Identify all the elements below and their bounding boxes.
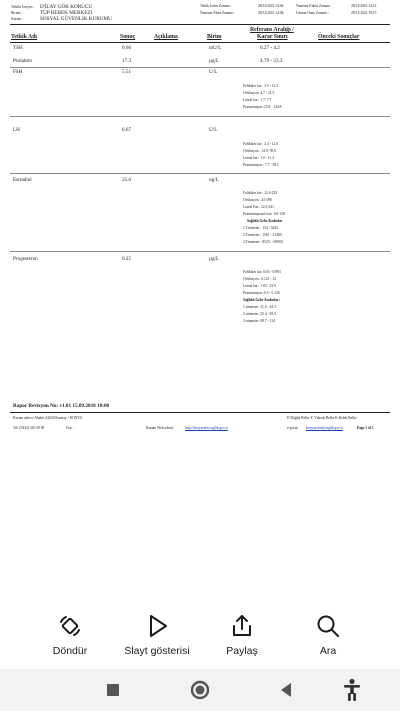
row-tsh-result: 0.66 bbox=[122, 45, 132, 51]
institution-fax: Fax: - bbox=[66, 426, 75, 430]
approval-time-value: 28/12/2022 19:15 bbox=[351, 11, 377, 15]
web-address-label: Kurum Web adresi: bbox=[146, 426, 174, 430]
institution-phone: Tel: (0332) 310 59 00 bbox=[13, 426, 45, 430]
row-estradiol-ref-3: Luteal Faz : 22.3-341 bbox=[243, 205, 274, 209]
slideshow-button[interactable] bbox=[112, 613, 202, 663]
row-lh-unit: U/L bbox=[209, 127, 218, 133]
row-lh-name: LH bbox=[13, 127, 20, 133]
back-button[interactable] bbox=[271, 675, 301, 705]
row-lh-ref-3: Luteal faz : 1.0 - 11.4 bbox=[243, 156, 274, 160]
web-address-link[interactable]: http://konyasehir.saglik.gov.tr bbox=[185, 426, 228, 430]
email-link[interactable]: konyasehir@saglik.gov.tr bbox=[306, 426, 343, 430]
row-lh-ref-4: Postmenapoz : 7.7 - 58.5 bbox=[243, 163, 279, 167]
row-estradiol-ref-6: 1.Trimester : 154 - 3243 bbox=[243, 226, 278, 230]
col-previous: Önceki Sonuçlar bbox=[318, 34, 360, 40]
row-fsh-ref-2: Ovülasyon :4.7 - 21.5 bbox=[243, 91, 275, 95]
rotate-icon bbox=[25, 613, 115, 639]
row-lh-result: 6.67 bbox=[122, 127, 132, 133]
row-progesterone-unit: µg/L bbox=[209, 256, 220, 262]
square-icon bbox=[98, 692, 128, 709]
row-progesterone-ref-8: 3.trimester :58.7 - 214 bbox=[243, 319, 276, 323]
header-divider bbox=[10, 24, 390, 25]
row-prolactin-name: Prolaktin bbox=[13, 58, 33, 64]
back-triangle-icon bbox=[271, 692, 301, 709]
col-result: Sonuç bbox=[120, 34, 136, 40]
row-fsh-result: 5.51 bbox=[122, 69, 132, 75]
accessibility-button[interactable] bbox=[337, 675, 367, 705]
unit-value: TÜP BEBEK MERKEZİ bbox=[40, 10, 93, 16]
requester-value: D'İLAY GÖK KORUCU bbox=[40, 4, 93, 10]
institution-label: Kurum : bbox=[11, 17, 24, 21]
row-progesterone-result: 0.25 bbox=[122, 256, 132, 262]
row-estradiol-unit: ng/L bbox=[209, 177, 219, 183]
request-time-value: 28/12/2022 14:04 bbox=[258, 4, 284, 8]
column-header-divider bbox=[10, 42, 390, 43]
row-lh-ref-1: Foliküler faz : 2.4 - 12.6 bbox=[243, 142, 279, 146]
share-button[interactable] bbox=[197, 613, 287, 663]
row-estradiol-ref-7: 2.Trimester : 1561 - 21280 bbox=[243, 233, 282, 237]
sample-time-value: 28/12/2022 14:04 bbox=[258, 11, 284, 15]
row-lh-ref-2: Ovülasyon : 14.0- 95.6 bbox=[243, 149, 277, 153]
rotate-button[interactable] bbox=[25, 613, 115, 663]
row-progesterone-ref-5: Sağlıklı Gebe Kadınlar : bbox=[243, 298, 281, 302]
row-progesterone-ref-6: 1.trimester :11.0 - 44.3 bbox=[243, 305, 276, 309]
row-prolactin-unit: µg/L bbox=[209, 58, 220, 64]
row-tsh-unit: mU/L bbox=[209, 45, 222, 51]
footer-signature-note: D Döğük Belke Y. Yüksek Belke K.Keleb Belke bbox=[287, 416, 357, 420]
viewer-action-bar bbox=[0, 603, 400, 669]
recent-apps-button[interactable] bbox=[98, 675, 128, 705]
row-progesterone-ref-3: Luteal faz : 1.83 - 23.9 bbox=[243, 284, 276, 288]
col-note: Açıklama bbox=[154, 34, 178, 40]
rotate-label: Döndür bbox=[52, 645, 88, 657]
row-estradiol-ref-2: Ovülasyon : 41-398 bbox=[243, 198, 272, 202]
request-time-label: Tetkik İstem Zamanı : bbox=[200, 4, 232, 8]
row-fsh-ref-3: Luteal faz : 1.7- 7.7 bbox=[243, 98, 272, 102]
row-fsh-ref-1: Foliküler faz : 3.5 - 12.5 bbox=[243, 84, 279, 88]
row-estradiol-ref-8: 3.Trimester : 8525- >30000 bbox=[243, 240, 283, 244]
row-prolactin-ref: 4.79 - 23.3 bbox=[260, 58, 283, 64]
col-test-name: Tetkik Adı bbox=[11, 34, 38, 40]
search-button[interactable] bbox=[283, 613, 373, 663]
row-estradiol-ref-5: Sağlıklı Gebe Kadınlar bbox=[247, 219, 283, 223]
col-unit: Birim bbox=[207, 34, 222, 40]
row-estradiol-ref-1: Foliküler faz : 12.4-233 bbox=[243, 191, 278, 195]
unit-label: Birimi : bbox=[11, 11, 23, 15]
row-fsh-ref-4: Postmenapoz :25.8 - 134.8 bbox=[243, 105, 282, 109]
row-fsh-unit: U/L bbox=[209, 69, 218, 75]
home-button[interactable] bbox=[185, 675, 215, 705]
accept-time-value: 28/12/2022 14:14 bbox=[351, 4, 377, 8]
row-progesterone-ref-2: Ovülasyon : 0.121 - 12 bbox=[243, 277, 277, 281]
institution-value: SOSYAL GÜVENLİK KURUMU bbox=[40, 16, 112, 22]
row-progesterone-ref-7: 2.trimester :25.4 - 83.3 bbox=[243, 312, 276, 316]
row-progesterone-ref-1: Foliküler faz :0.05 - 0.893 bbox=[243, 270, 281, 274]
search-label: Ara bbox=[319, 645, 337, 657]
system-navigation-bar bbox=[0, 669, 400, 711]
row-estradiol-result: 25.0 bbox=[122, 177, 132, 183]
approval-time-label: Uzman Onay Zamanı : bbox=[296, 11, 329, 15]
search-icon bbox=[283, 613, 373, 639]
share-label: Paylaş bbox=[226, 645, 258, 657]
institution-address: Kurum adresi: Akabe, 42020 Karatay / KONYA bbox=[13, 416, 83, 420]
col-reference-line2: Karar Sınırı bbox=[257, 34, 288, 40]
requester-label: Tetkiki İsteyen : bbox=[11, 5, 35, 9]
row-tsh-ref: 0.27 - 4.2 bbox=[260, 45, 280, 51]
email-label: e-posta: bbox=[287, 426, 299, 430]
row-progesterone-ref-4: Postmenapoz :0.5 - 0.126 bbox=[243, 291, 280, 295]
play-icon bbox=[112, 613, 202, 639]
row-estradiol-ref-4: Postmenapozal evre :5.0-138 bbox=[243, 212, 285, 216]
row-tsh-name: TSH bbox=[13, 45, 23, 51]
row-fsh-name: FSH bbox=[13, 69, 23, 75]
accessibility-icon bbox=[337, 692, 367, 709]
row-estradiol-name: Estradiol bbox=[13, 177, 32, 183]
home-circle-icon bbox=[185, 692, 215, 709]
slideshow-label: Slayt gösterisi bbox=[124, 645, 190, 657]
row-prolactin-result: 17.3 bbox=[122, 58, 132, 64]
col-reference-line1: Referans Aralığı / bbox=[250, 27, 294, 33]
share-icon bbox=[197, 613, 287, 639]
row-progesterone-name: Progesteron bbox=[13, 256, 38, 262]
footer-divider bbox=[10, 412, 390, 413]
accept-time-label: Numune Kabul Zamanı : bbox=[296, 4, 332, 8]
page-number: Page 1 of 1 bbox=[357, 426, 374, 430]
sample-time-label: Numune Alma Zamanı : bbox=[200, 11, 235, 15]
report-revision: Rapor Revizyon No: v1.01 15.09.2018 18:00 bbox=[13, 403, 110, 409]
